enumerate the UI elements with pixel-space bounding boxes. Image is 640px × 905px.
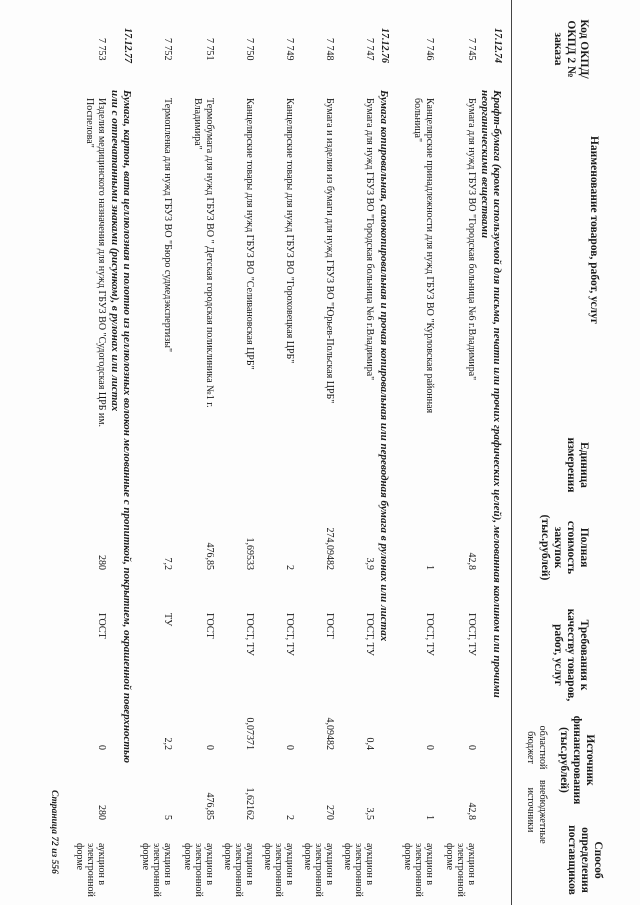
row-regional: 0,4 [364, 737, 375, 750]
row-total: 476,85 [204, 542, 215, 570]
section-code: 17.12.76 [379, 28, 390, 63]
row-total: 42,8 [466, 552, 477, 570]
row-total: 3,9 [364, 557, 375, 570]
row-req: ГОСТ, ТУ [364, 613, 375, 656]
section-title: Крафт-бумага (кроме используемой для письма, печати или прочих графических целей), мелованная каолином или прочими неорганическими веществами [479, 90, 503, 698]
row-regional: 0 [204, 745, 215, 750]
row-name: Термопленка для нужд ГБУЗ ВО "Бюро судмедэкспертизы" [162, 98, 173, 353]
row-method: аукцион в электронной форме [182, 843, 215, 897]
row-regional: 0 [466, 745, 477, 750]
row-name: Канцелярские товары для нужд ГБУЗ ВО "Гороховецкая ЦРБ" [284, 98, 295, 364]
row-req: ГОСТ, ТУ [284, 613, 295, 656]
header-fin-regional: областной бюджет [525, 725, 548, 770]
row-extra: 2 [284, 815, 295, 820]
row-regional: 0 [284, 745, 295, 750]
row-name: Канцелярские товары для нужд ГБУЗ ВО "Селивановская ЦРБ" [244, 98, 255, 370]
row-regional: 2,2 [162, 737, 173, 750]
row-extra: 1,62162 [244, 787, 255, 820]
row-method: аукцион в электронной форме [140, 843, 173, 897]
section-code: 17.12.74 [492, 28, 503, 63]
row-code: 7 748 [324, 38, 335, 61]
row-code: 7 747 [364, 38, 375, 61]
row-code: 7 753 [96, 38, 107, 61]
page-number: Страница 72 из 556 [49, 790, 59, 874]
section-title: Бумага копировальная, самокопировальная и прочая копировальная или переводная бумага в рулонах или листах [378, 90, 390, 642]
header-rule [511, 0, 512, 905]
row-code: 7 745 [466, 38, 477, 61]
row-total: 1,69533 [244, 537, 255, 570]
row-name: Изделия медицинского назначения для нужд ГБУЗ ВО "Судогодская ЦРБ им. Поспелова" [84, 98, 107, 428]
header-name: Наименование товаров, работ, услуг [588, 135, 600, 325]
row-name: Бумага и изделия из бумаги для нужд ГБУЗ ВО "Юрьев-Польская ЦРБ" [324, 98, 335, 404]
header-unit: Единица измерения [565, 437, 590, 493]
row-extra: 1 [424, 815, 435, 820]
row-regional: 0,07371 [244, 717, 255, 750]
section-title: Бумага, картон, вата целлюлозная и полотно из целлюлозных волокон мелованные с пропиткой, покрытием, окрашенной поверхностью или с отпечатанными знаками (рисунком), в рулонах или листах [109, 90, 133, 764]
row-extra: 270 [324, 805, 335, 820]
header-method: Способ определения поставщиков [566, 825, 604, 895]
row-method: аукцион в электронной форме [444, 843, 477, 897]
row-extra: 42,8 [466, 802, 477, 820]
row-extra: 3,5 [364, 807, 375, 820]
row-method: аукцион в электронной форме [74, 843, 107, 897]
header-total: Полная стоимость закупок (тыс.рублей) [539, 514, 590, 581]
header-requirements: Требования к качеству товаров, работ, услуг [552, 608, 590, 702]
section-code: 17.12.77 [122, 28, 133, 63]
header-code: Код ОКПД/ ОКПД 2 № заказа [552, 19, 590, 79]
row-method: аукцион в электронной форме [222, 843, 255, 897]
row-req: ГОСТ [204, 613, 215, 639]
row-total: 7,2 [162, 557, 173, 570]
row-req: ТУ [162, 613, 173, 627]
row-code: 7 752 [162, 38, 173, 61]
row-regional: 0 [96, 745, 107, 750]
row-total: 2 [284, 565, 295, 570]
row-code: 7 746 [424, 38, 435, 61]
row-extra: 476,85 [204, 792, 215, 820]
row-req: ГОСТ, ТУ [244, 613, 255, 656]
row-req: ГОСТ [324, 613, 335, 639]
header-fin-extra: внебюджетные источники [525, 780, 548, 844]
row-total: 280 [96, 555, 107, 570]
row-code: 7 749 [284, 38, 295, 61]
row-req: ГОСТ [96, 613, 107, 639]
row-req: ГОСТ, ТУ [466, 613, 477, 656]
row-code: 7 750 [244, 38, 255, 61]
row-regional: 0 [424, 745, 435, 750]
row-name: Бумага для нужд ГБУЗ ВО "Городская больница №6 г.Владимира" [466, 98, 477, 381]
row-name: Бумага для нужд ГБУЗ ВО "Городская больница №6 г.Владимира" [364, 98, 375, 381]
header-financing: Источник финансирования (тыс.рублей) [558, 715, 596, 805]
row-method: аукцион в электронной форме [262, 843, 295, 897]
row-code: 7 751 [204, 38, 215, 61]
row-method: аукцион в электронной форме [342, 843, 375, 897]
row-name: Канцелярские принадлежности для нужд ГБУЗ ВО "Курловская районная больница" [412, 98, 435, 414]
row-method: аукцион в электронной форме [402, 843, 435, 897]
row-extra: 280 [96, 805, 107, 820]
row-total: 274,09482 [324, 527, 335, 570]
row-regional: 4,09482 [324, 717, 335, 750]
row-name: Термобумага для нужд ГБУЗ ВО " Детская городская поликлиника №1 г. Владимира" [192, 98, 215, 408]
row-extra: 5 [162, 815, 173, 820]
row-req: ГОСТ, ТУ [424, 613, 435, 656]
row-method: аукцион в электронной форме [302, 843, 335, 897]
row-total: 1 [424, 565, 435, 570]
